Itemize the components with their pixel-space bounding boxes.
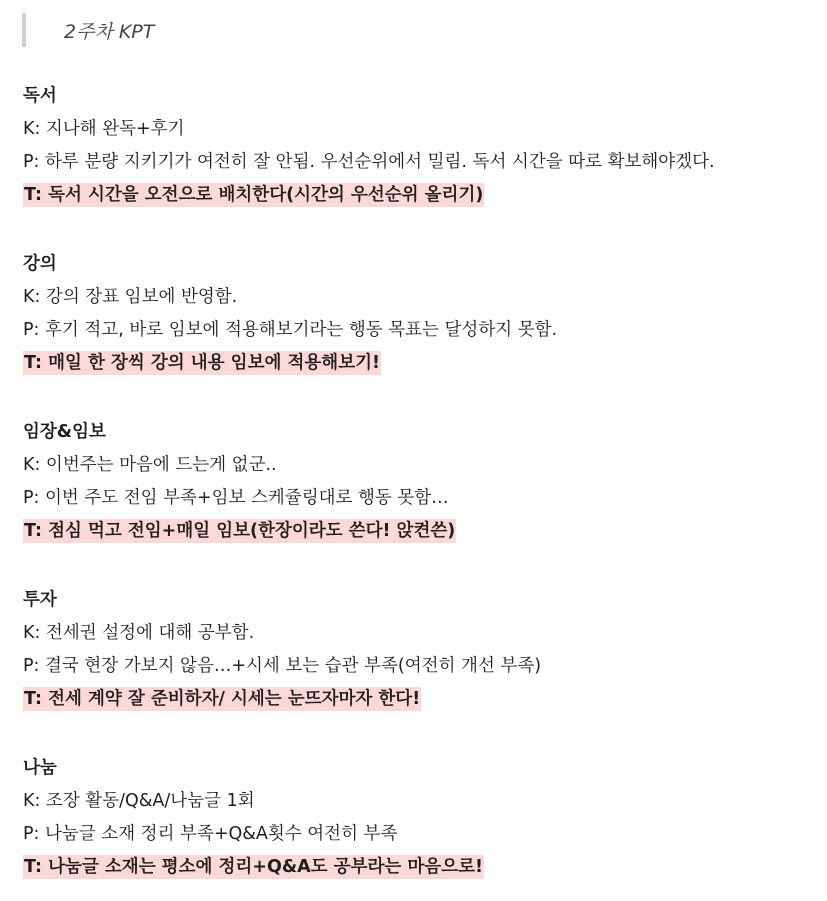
section-title: 강의 bbox=[23, 254, 57, 274]
try-line bbox=[23, 515, 823, 548]
section-field-report bbox=[23, 416, 823, 548]
section-lecture bbox=[23, 248, 823, 380]
problem-line: P: 결국 현장 가보지 않음…+시세 보는 습관 부족(여전히 개선 부족) bbox=[23, 656, 542, 676]
keep-line: K: 전세권 설정에 대해 공부함. bbox=[23, 623, 255, 643]
try-line bbox=[23, 347, 823, 380]
blockquote bbox=[22, 13, 154, 47]
section-title: 나눔 bbox=[23, 758, 57, 778]
problem-line: P: 이번 주도 전임 부족+임보 스케쥴링대로 행동 못함… bbox=[23, 488, 449, 508]
keep-line: K: 강의 장표 임보에 반영함. bbox=[23, 287, 238, 307]
section-reading bbox=[23, 80, 823, 212]
section-sharing bbox=[23, 752, 823, 884]
problem-line: P: 나눔글 소재 정리 부족+Q&A횟수 여전히 부족 bbox=[23, 824, 398, 844]
try-line bbox=[23, 683, 823, 716]
try-highlight: T: 전세 계약 잘 준비하자/ 시세는 눈뜨자마자 한다! bbox=[24, 689, 421, 709]
keep-line: K: 지나해 완독+후기 bbox=[23, 119, 185, 139]
try-line bbox=[23, 851, 823, 884]
section-investment bbox=[23, 584, 823, 716]
section-title: 임장&임보 bbox=[23, 422, 106, 442]
problem-line: P: 후기 적고, 바로 임보에 적용해보기라는 행동 목표는 달성하지 못함. bbox=[23, 320, 558, 340]
keep-line: K: 이번주는 마음에 드는게 없군.. bbox=[23, 455, 277, 475]
problem-line: P: 하루 분량 지키기가 여전히 잘 안됨. 우선순위에서 밀림. 독서 시간을 따로 확보해야겠다. bbox=[23, 152, 715, 172]
section-title: 독서 bbox=[23, 86, 57, 106]
try-highlight: T: 점심 먹고 전임+매일 임보(한장이라도 쓴다! 앉켠쓴) bbox=[24, 521, 456, 541]
section-title: 투자 bbox=[23, 590, 57, 610]
quote-text: 2주차 KPT bbox=[64, 20, 155, 43]
try-highlight: T: 나눔글 소재는 평소에 정리+Q&A도 공부라는 마음으로! bbox=[24, 857, 483, 877]
try-highlight: T: 매일 한 장씩 강의 내용 임보에 적용해보기! bbox=[24, 353, 380, 373]
try-line bbox=[23, 179, 823, 212]
keep-line: K: 조장 활동/Q&A/나눔글 1회 bbox=[23, 791, 255, 811]
try-highlight: T: 독서 시간을 오전으로 배치한다(시간의 우선순위 올리기) bbox=[24, 185, 484, 205]
